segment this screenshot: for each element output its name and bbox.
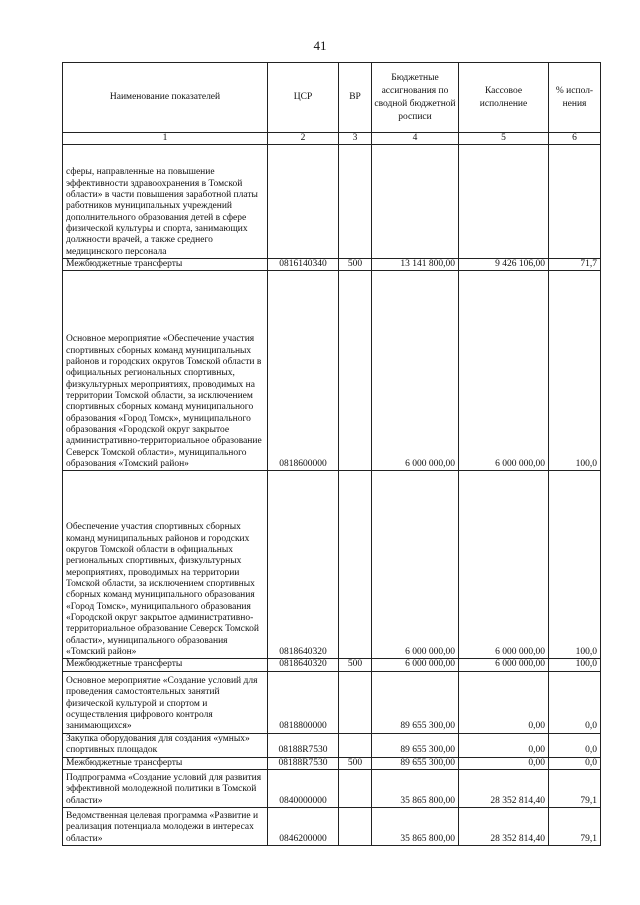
- row-cash: [459, 145, 549, 259]
- row-name: Межбюджетные трансферты: [63, 659, 268, 671]
- table-row: [63, 808, 601, 846]
- row-cash: 9 426 106,00: [459, 259, 549, 271]
- budget-execution-table: [62, 62, 601, 846]
- row-percent: 100,0: [549, 271, 601, 471]
- row-name: Ведомственная целевая программа «Развитие и реализация потенциала молодежи в интересах области»: [63, 808, 268, 846]
- row-percent: 79,1: [549, 770, 601, 808]
- row-percent: 0,0: [549, 671, 601, 733]
- column-number: 5: [459, 133, 549, 145]
- row-csr: 0846200000: [268, 808, 339, 846]
- row-cash: 28 352 814,40: [459, 770, 549, 808]
- row-name: Межбюджетные трансферты: [63, 259, 268, 271]
- row-percent: 79,1: [549, 808, 601, 846]
- row-cash: 6 000 000,00: [459, 471, 549, 659]
- row-budget: 6 000 000,00: [372, 271, 459, 471]
- row-vr: [339, 471, 372, 659]
- row-vr: [339, 733, 372, 757]
- row-vr: [339, 671, 372, 733]
- row-name: Основное мероприятие «Создание условий для проведения самостоятельных занятий физической культурой и спортом и осуществления цифрового контроля занимающихся»: [63, 671, 268, 733]
- row-budget: 89 655 300,00: [372, 757, 459, 769]
- row-vr: 500: [339, 757, 372, 769]
- row-budget: 13 141 800,00: [372, 259, 459, 271]
- row-csr: 0840000000: [268, 770, 339, 808]
- row-cash: 0,00: [459, 671, 549, 733]
- row-budget: [372, 145, 459, 259]
- column-number: 4: [372, 133, 459, 145]
- row-csr: 0818800000: [268, 671, 339, 733]
- table-row: [63, 271, 601, 471]
- row-budget: 35 865 800,00: [372, 770, 459, 808]
- table-row: [63, 757, 601, 769]
- row-cash: 6 000 000,00: [459, 271, 549, 471]
- row-csr: 0818640320: [268, 471, 339, 659]
- row-csr: 08188R7530: [268, 733, 339, 757]
- table-header-row: [63, 63, 601, 133]
- row-cash: 0,00: [459, 757, 549, 769]
- column-number: 3: [339, 133, 372, 145]
- table-row: [63, 471, 601, 659]
- table-row: [63, 671, 601, 733]
- column-number: 1: [63, 133, 268, 145]
- row-percent: 100,0: [549, 471, 601, 659]
- row-vr: [339, 271, 372, 471]
- header-indicator-name: Наименование показателей: [63, 63, 268, 133]
- row-cash: 0,00: [459, 733, 549, 757]
- row-vr: [339, 808, 372, 846]
- row-vr: 500: [339, 259, 372, 271]
- table-row: [63, 259, 601, 271]
- page-number: 41: [313, 38, 327, 53]
- row-csr: 0818640320: [268, 659, 339, 671]
- row-name: Основное мероприятие «Обеспечение участия спортивных сборных команд муниципальных районов и городских округов Томской области в официальных региональных спортивных, физкультурных мероприятиях, проводимых на территории Томской области, за исключением спортивных сборных команд муниципального образования «Город Томск», муниципального образования «Городской округ закрытое административно-территориальное образование Северск Томской области», муниципального образования «Томский район»: [63, 271, 268, 471]
- row-vr: [339, 145, 372, 259]
- header-csr: ЦСР: [268, 63, 339, 133]
- row-percent: 100,0: [549, 659, 601, 671]
- row-csr: [268, 145, 339, 259]
- table-row: [63, 145, 601, 259]
- row-vr: [339, 770, 372, 808]
- row-cash: 28 352 814,40: [459, 808, 549, 846]
- table-row: [63, 733, 601, 757]
- header-cash-execution: Кассовое исполнение: [459, 63, 549, 133]
- header-execution-percent: % испол-нения: [549, 63, 601, 133]
- row-percent: 0,0: [549, 733, 601, 757]
- row-name: Закупка оборудования для создания «умных» спортивных площадок: [63, 733, 268, 757]
- row-budget: 89 655 300,00: [372, 733, 459, 757]
- row-budget: 35 865 800,00: [372, 808, 459, 846]
- row-percent: 71,7: [549, 259, 601, 271]
- row-vr: 500: [339, 659, 372, 671]
- row-cash: 6 000 000,00: [459, 659, 549, 671]
- header-budget-allocations: Бюджетные ассигнования по сводной бюджетной росписи: [372, 63, 459, 133]
- column-number: 2: [268, 133, 339, 145]
- row-budget: 6 000 000,00: [372, 471, 459, 659]
- row-name: Подпрограмма «Создание условий для развития эффективной молодежной политики в Томской области»: [63, 770, 268, 808]
- row-csr: 08188R7530: [268, 757, 339, 769]
- column-number: 6: [549, 133, 601, 145]
- table-row: [63, 659, 601, 671]
- table-row: [63, 770, 601, 808]
- column-numbers-row: [63, 133, 601, 145]
- row-name: Межбюджетные трансферты: [63, 757, 268, 769]
- header-vr: ВР: [339, 63, 372, 133]
- row-percent: [549, 145, 601, 259]
- row-csr: 0818600000: [268, 271, 339, 471]
- row-budget: 89 655 300,00: [372, 671, 459, 733]
- row-name: сферы, направленные на повышение эффективности здравоохранения в Томской области» в части повышения заработной платы работников муниципальных учреждений дополнительного образования детей в сфере физической культуры и спорта, занимающих должности врачей, а также среднего медицинского персонала: [63, 145, 268, 259]
- row-percent: 0,0: [549, 757, 601, 769]
- row-name: Обеспечение участия спортивных сборных команд муниципальных районов и городских округов Томской области в официальных региональных спортивных, физкультурных мероприятиях, проводимых на территории Томской области, за исключением спортивных сборных команд муниципального образования «Город Томск», муниципального образования «Городской округ закрытое административно-территориальное образование Северск Томской области», муниципального образования «Томский район»: [63, 471, 268, 659]
- row-csr: 0816140340: [268, 259, 339, 271]
- row-budget: 6 000 000,00: [372, 659, 459, 671]
